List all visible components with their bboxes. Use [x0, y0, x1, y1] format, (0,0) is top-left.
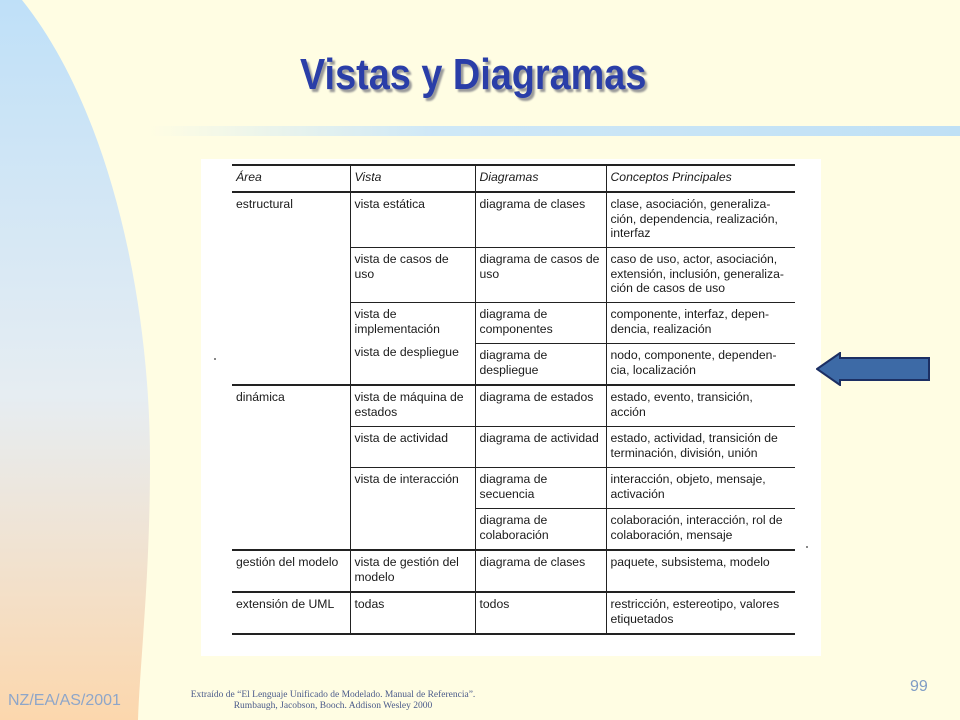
view-cell: vista de máquina de estados [350, 385, 475, 427]
diagram-cell: todos [475, 592, 606, 634]
view-label: vista de implementación [354, 307, 440, 336]
concepts-cell: caso de uso, actor, asociación, extensión, inclusión, generaliza-ción de casos de uso [606, 248, 795, 303]
concepts-cell: componente, interfaz, depen-dencia, realización [606, 303, 795, 344]
concepts-cell: clase, asociación, generaliza-ción, dependencia, realización, interfaz [606, 192, 795, 248]
area-cell: estructural [236, 197, 293, 211]
concepts-cell: paquete, subsistema, modelo [606, 550, 795, 592]
left-arrow-icon[interactable] [816, 352, 932, 386]
diagram-cell: diagrama de clases [475, 550, 606, 592]
citation-line: Rumbaugh, Jacobson, Booch. Addison Wesley 2000 [233, 701, 433, 711]
table-row [232, 192, 795, 248]
view-cell: vista de actividad [350, 427, 475, 468]
concepts-cell: nodo, componente, dependen-cia, localización [606, 344, 795, 386]
title-underline-bar [150, 126, 960, 136]
concepts-cell: estado, actividad, transición de terminación, división, unión [606, 427, 795, 468]
table-row [232, 550, 795, 592]
header-area: Área [232, 165, 350, 192]
view-cell: vista estática [350, 192, 475, 248]
area-cell: extensión de UML [232, 592, 350, 634]
view-cell: vista de interacción [350, 468, 475, 551]
view-cell-group [350, 303, 475, 386]
page-number: 99 [910, 678, 928, 695]
slide-title: Vistas y Diagramas [300, 50, 647, 99]
view-cell: vista de casos de uso [350, 248, 475, 303]
scan-speck [806, 546, 808, 548]
view-cell: todas [350, 592, 475, 634]
footer-label: NZ/EA/AS/2001 [8, 692, 121, 709]
concepts-cell: interacción, objeto, mensaje, activación [606, 468, 795, 509]
table-row [232, 592, 795, 634]
source-citation [168, 690, 498, 712]
scan-speck [214, 358, 216, 360]
diagram-cell: diagrama de colaboración [475, 509, 606, 551]
concepts-cell: estado, evento, transición, acción [606, 385, 795, 427]
table-row [232, 385, 795, 427]
diagram-cell: diagrama de componentes [475, 303, 606, 344]
header-view: Vista [350, 165, 475, 192]
table-header-row [232, 165, 795, 192]
concepts-cell: restricción, estereotipo, valores etiquetados [606, 592, 795, 634]
diagram-cell: diagrama de clases [475, 192, 606, 248]
view-label: vista de despliegue [354, 345, 459, 359]
citation-line: Extraído de “El Lenguaje Unificado de Modelado. Manual de Referencia”. [190, 690, 476, 700]
views-diagrams-table [232, 164, 795, 635]
diagram-cell: diagrama de actividad [475, 427, 606, 468]
diagram-cell: diagrama de despliegue [475, 344, 606, 386]
diagram-cell: diagrama de secuencia [475, 468, 606, 509]
view-cell: vista de gestión del modelo [350, 550, 475, 592]
header-diagrams: Diagramas [475, 165, 606, 192]
diagram-cell: diagrama de casos de uso [475, 248, 606, 303]
header-concepts: Conceptos Principales [606, 165, 795, 192]
area-cell: dinámica [232, 385, 350, 550]
concepts-cell: colaboración, interacción, rol de colaboración, mensaje [606, 509, 795, 551]
diagram-cell: diagrama de estados [475, 385, 606, 427]
area-cell: gestión del modelo [232, 550, 350, 592]
